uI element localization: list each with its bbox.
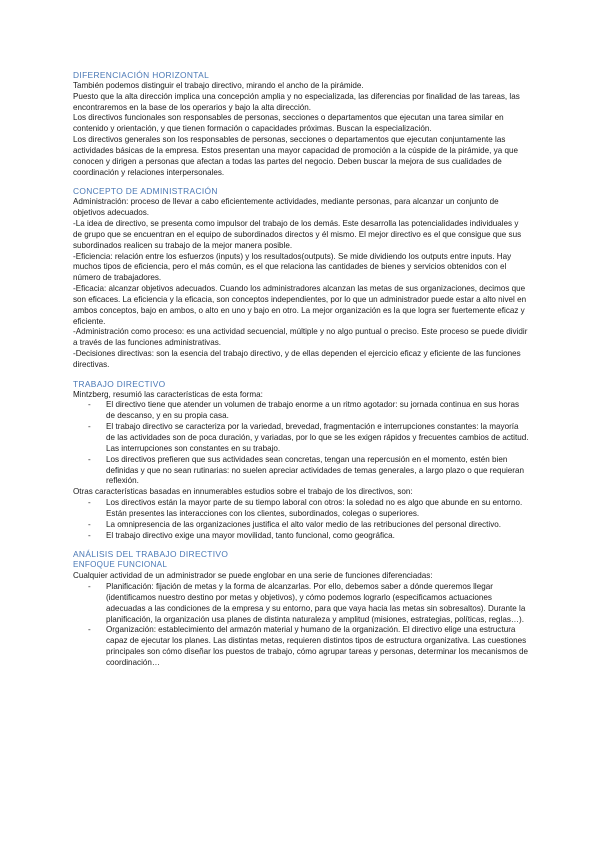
paragraph: -La idea de directivo, se presenta como impulsor del trabajo de los demás. Este desarrolla las potencialidades individuales y de grupo que se encuentran en el equipo de subordinados directos y él mismo. El mejor directivo es el que consigue que sus subordinados realicen su trabajo de la mejor manera posible. [73,218,522,250]
section-heading-horizontal: DIFERENCIACIÓN HORIZONTAL [73,70,210,80]
bullet-list [73,582,529,669]
section-heading-work: TRABAJO DIRECTIVO [73,378,166,389]
paragraph: Puesto que la alta dirección implica una concepción amplia y no especializada, las diferencias por finalidad de las tareas, las encontraremos en la base de los operarios y bajo la alta dirección. [73,91,520,112]
paragraph: Administración: proceso de llevar a cabo eficientemente actividades, mediante personas, para alcanzar un conjunto de objetivos adecuados. [73,197,499,218]
list-item: - La omnipresencia de las organizaciones justifica el alto valor medio de las retribuciones del personal directivo. [73,520,529,531]
paragraph: -Eficiencia: relación entre los esfuerzos (inputs) y los resultados(outputs). Se mide dividiendo los outputs entre inputs. Hay muchos tipos de eficiencia, pero el más común, es el que relaciona las cantidades de bienes y servicios obtenidos con el número de trabajadores. [73,251,512,283]
paragraph: También podemos distinguir el trabajo directivo, mirando el ancho de la pirámide. [73,80,364,90]
list-item: - El directivo tiene que atender un volumen de trabajo enorme a un ritmo agotador: su jornada continua en sus horas de descanso, y en su propia casa. [73,400,529,422]
list-item: - Organización: establecimiento del armazón material y humano de la organización. El directivo elige una estructura capaz de ejecutar los planes. Las distintas metas, requieren distintos tipos de estructura organizativa. Las cuestiones principales son cómo diseñar los puestos de trabajo, cómo agrupar tareas y personas, determinar los mecanismos de coordinación… [73,625,529,668]
list-item: - Los directivos están la mayor parte de su tiempo laboral con otros: la soledad no es algo que abunde en su entorno. Están presentes las interacciones con los clientes, subordinados, colegas o superiores. [73,498,529,520]
list-item: - Planificación: fijación de metas y la forma de alcanzarlas. Por ello, debemos saber a dónde queremos llegar (identificamos nuestro destino por metas y objetivos), y cómo podemos lograrlo (especificamos actuaciones adecuadas a las condiciones de la empresa y su entorno, para que vaya hacia las metas sin sobresaltos). Durante la planificación, la organización usa planes de distinta naturaleza y amplitud (misiones, estrategias, políticas, reglas…). [73,582,529,625]
paragraph: Los directivos funcionales son responsables de personas, secciones o departamentos que ejecutan una tarea similar en contenido y orientación, y que tienen formación o capacidades próximas. Buscan la especialización. [73,113,504,134]
list-item: - Los directivos prefieren que sus actividades sean concretas, tengan una repercusión en el momento, estén bien definidas y que no sean rutinarias: no suelen apreciar actividades de temas generales, a largo plazo o que requieran reflexión. [73,455,529,488]
paragraph: Otras características basadas en innumerables estudios sobre el trabajo de los directivos, son: [73,487,413,497]
section-heading-concept: CONCEPTO DE ADMINISTRACIÓN [73,186,218,197]
paragraph: Los directivos generales son los responsables de personas, secciones o departamentos que ejecutan conjuntamente las actividades básicas de la empresa. Estos presentan una mayor capacidad de promoción a la cúspide de la pirámide, ya que conocen y dirigen a personas que afectan a todas las partes del negocio. Deben buscar la mejora de sus cualidades de coordinación y relaciones interpersonales. [73,135,518,177]
document-page [73,70,529,669]
bullet-list [73,498,529,541]
paragraph: -Eficacia: alcanzar objetivos adecuados. Cuando los administradores alcanzan las metas de sus organizaciones, decimos que son eficaces. La eficiencia y la eficacia, son conceptos independientes, por lo que un administrador puede estar a alto nivel en ambos conceptos, bajo en ambos, o alto en uno y bajo en otro. La mejor organización es la que logra ser fuertemente eficaz y eficiente. [73,284,527,326]
paragraph: Cualquier actividad de un administrador se puede englobar en una serie de funciones diferenciadas: [73,571,433,581]
bullet-list [73,400,529,487]
section-heading-analysis: ANÁLISIS DEL TRABAJO DIRECTIVO [73,549,229,560]
list-item: - El trabajo directivo se caracteriza por la variedad, brevedad, fragmentación e interrupciones constantes: la mayoría de las actividades son de poca duración, y variadas, por lo que se les exigen rápidos y frecuentes cambios de actitud. Las interrupciones son constantes en su trabajo. [73,422,529,455]
paragraph: Mintzberg, resumió las características de esta forma: [73,389,263,399]
paragraph: -Administración como proceso: es una actividad secuencial, múltiple y no algo puntual o preciso. Este proceso se puede dividir a través de las funciones administrativas. [73,327,528,348]
list-item: - El trabajo directivo exige una mayor movilidad, tanto funcional, como geográfica. [73,531,529,542]
paragraph: -Decisiones directivas: son la esencia del trabajo directivo, y de ellas dependen el ejercicio eficaz y eficiente de las funciones directivas. [73,349,521,369]
subheading-functional: ENFOQUE FUNCIONAL [73,560,168,570]
